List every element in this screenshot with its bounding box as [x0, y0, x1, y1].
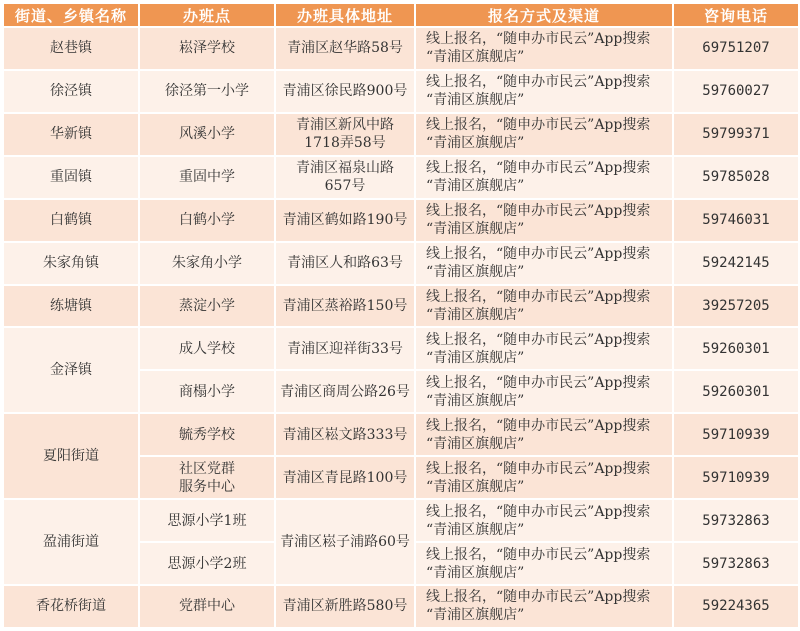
table-row — [4, 71, 798, 112]
address-cell: 青浦区徐民路900号 — [276, 71, 414, 112]
town-cell: 盈浦街道 — [4, 500, 138, 584]
registration-cell: 线上报名，“随申办市民云”App搜索 “青浦区旗舰店” — [416, 114, 672, 155]
site-cell: 朱家角小学 — [140, 243, 274, 284]
town-cell: 徐泾镇 — [4, 71, 138, 112]
table-row — [4, 114, 798, 155]
site-cell: 崧泽学校 — [140, 28, 274, 69]
site-cell: 党群中心 — [140, 586, 274, 627]
table-row — [4, 243, 798, 284]
table-row — [4, 286, 798, 327]
town-cell: 练塘镇 — [4, 286, 138, 327]
phone-cell: 59785028 — [674, 157, 798, 198]
address-cell: 青浦区迎祥街33号 — [276, 328, 414, 369]
site-cell: 重固中学 — [140, 157, 274, 198]
table-row — [4, 586, 798, 627]
registration-cell: 线上报名，“随申办市民云”App搜索 “青浦区旗舰店” — [416, 586, 672, 627]
address-cell: 青浦区蒸裕路150号 — [276, 286, 414, 327]
registration-cell: 线上报名，“随申办市民云”App搜索 “青浦区旗舰店” — [416, 500, 672, 541]
header-site: 办班点 — [140, 4, 274, 26]
phone-cell: 59260301 — [674, 328, 798, 369]
header-address: 办班具体地址 — [276, 4, 414, 26]
registration-cell: 线上报名，“随申办市民云”App搜索 “青浦区旗舰店” — [416, 414, 672, 455]
phone-cell: 59732863 — [674, 543, 798, 584]
site-cell: 商榻小学 — [140, 371, 274, 412]
table-row — [4, 157, 798, 198]
site-cell: 徐泾第一小学 — [140, 71, 274, 112]
address-cell: 青浦区青昆路100号 — [276, 457, 414, 498]
town-cell: 夏阳街道 — [4, 414, 138, 498]
table-row — [4, 328, 798, 369]
registration-cell: 线上报名，“随申办市民云”App搜索 “青浦区旗舰店” — [416, 286, 672, 327]
town-cell: 金泽镇 — [4, 328, 138, 412]
town-cell: 重固镇 — [4, 157, 138, 198]
site-cell: 白鹤小学 — [140, 200, 274, 241]
town-cell: 白鹤镇 — [4, 200, 138, 241]
address-cell: 青浦区人和路63号 — [276, 243, 414, 284]
site-cell: 思源小学2班 — [140, 543, 274, 584]
address-cell: 青浦区崧文路333号 — [276, 414, 414, 455]
address-cell: 青浦区新风中路 1718弄58号 — [276, 114, 414, 155]
header-phone: 咨询电话 — [674, 4, 798, 26]
town-cell: 朱家角镇 — [4, 243, 138, 284]
site-cell: 蒸淀小学 — [140, 286, 274, 327]
registration-cell: 线上报名，“随申办市民云”App搜索 “青浦区旗舰店” — [416, 457, 672, 498]
phone-cell: 59710939 — [674, 457, 798, 498]
table-row — [4, 500, 798, 541]
registration-cell: 线上报名，“随申办市民云”App搜索 “青浦区旗舰店” — [416, 71, 672, 112]
site-cell: 成人学校 — [140, 328, 274, 369]
header-registration: 报名方式及渠道 — [416, 4, 672, 26]
site-cell: 风溪小学 — [140, 114, 274, 155]
site-cell: 思源小学1班 — [140, 500, 274, 541]
phone-cell: 59224365 — [674, 586, 798, 627]
registration-cell: 线上报名，“随申办市民云”App搜索 “青浦区旗舰店” — [416, 243, 672, 284]
phone-cell: 59760027 — [674, 71, 798, 112]
phone-cell: 59732863 — [674, 500, 798, 541]
address-cell: 青浦区商周公路26号 — [276, 371, 414, 412]
phone-cell: 59799371 — [674, 114, 798, 155]
phone-cell: 59746031 — [674, 200, 798, 241]
phone-cell: 39257205 — [674, 286, 798, 327]
address-cell: 青浦区崧子浦路60号 — [276, 500, 414, 584]
registration-cell: 线上报名，“随申办市民云”App搜索 “青浦区旗舰店” — [416, 28, 672, 69]
class-location-table — [2, 2, 800, 629]
town-cell: 华新镇 — [4, 114, 138, 155]
address-cell: 青浦区鹤如路190号 — [276, 200, 414, 241]
registration-cell: 线上报名，“随申办市民云”App搜索 “青浦区旗舰店” — [416, 328, 672, 369]
address-cell: 青浦区新胜路580号 — [276, 586, 414, 627]
address-cell: 青浦区福泉山路 657号 — [276, 157, 414, 198]
table-row — [4, 200, 798, 241]
town-cell: 赵巷镇 — [4, 28, 138, 69]
address-cell: 青浦区赵华路58号 — [276, 28, 414, 69]
site-cell: 社区党群 服务中心 — [140, 457, 274, 498]
registration-cell: 线上报名，“随申办市民云”App搜索 “青浦区旗舰店” — [416, 371, 672, 412]
table-row — [4, 28, 798, 69]
phone-cell: 59242145 — [674, 243, 798, 284]
site-cell: 毓秀学校 — [140, 414, 274, 455]
registration-cell: 线上报名，“随申办市民云”App搜索 “青浦区旗舰店” — [416, 157, 672, 198]
registration-cell: 线上报名，“随申办市民云”App搜索 “青浦区旗舰店” — [416, 543, 672, 584]
phone-cell: 69751207 — [674, 28, 798, 69]
town-cell: 香花桥街道 — [4, 586, 138, 627]
phone-cell: 59260301 — [674, 371, 798, 412]
header-town: 街道、乡镇名称 — [4, 4, 138, 26]
table-header-row — [4, 4, 798, 26]
registration-cell: 线上报名，“随申办市民云”App搜索 “青浦区旗舰店” — [416, 200, 672, 241]
phone-cell: 59710939 — [674, 414, 798, 455]
table-row — [4, 414, 798, 455]
